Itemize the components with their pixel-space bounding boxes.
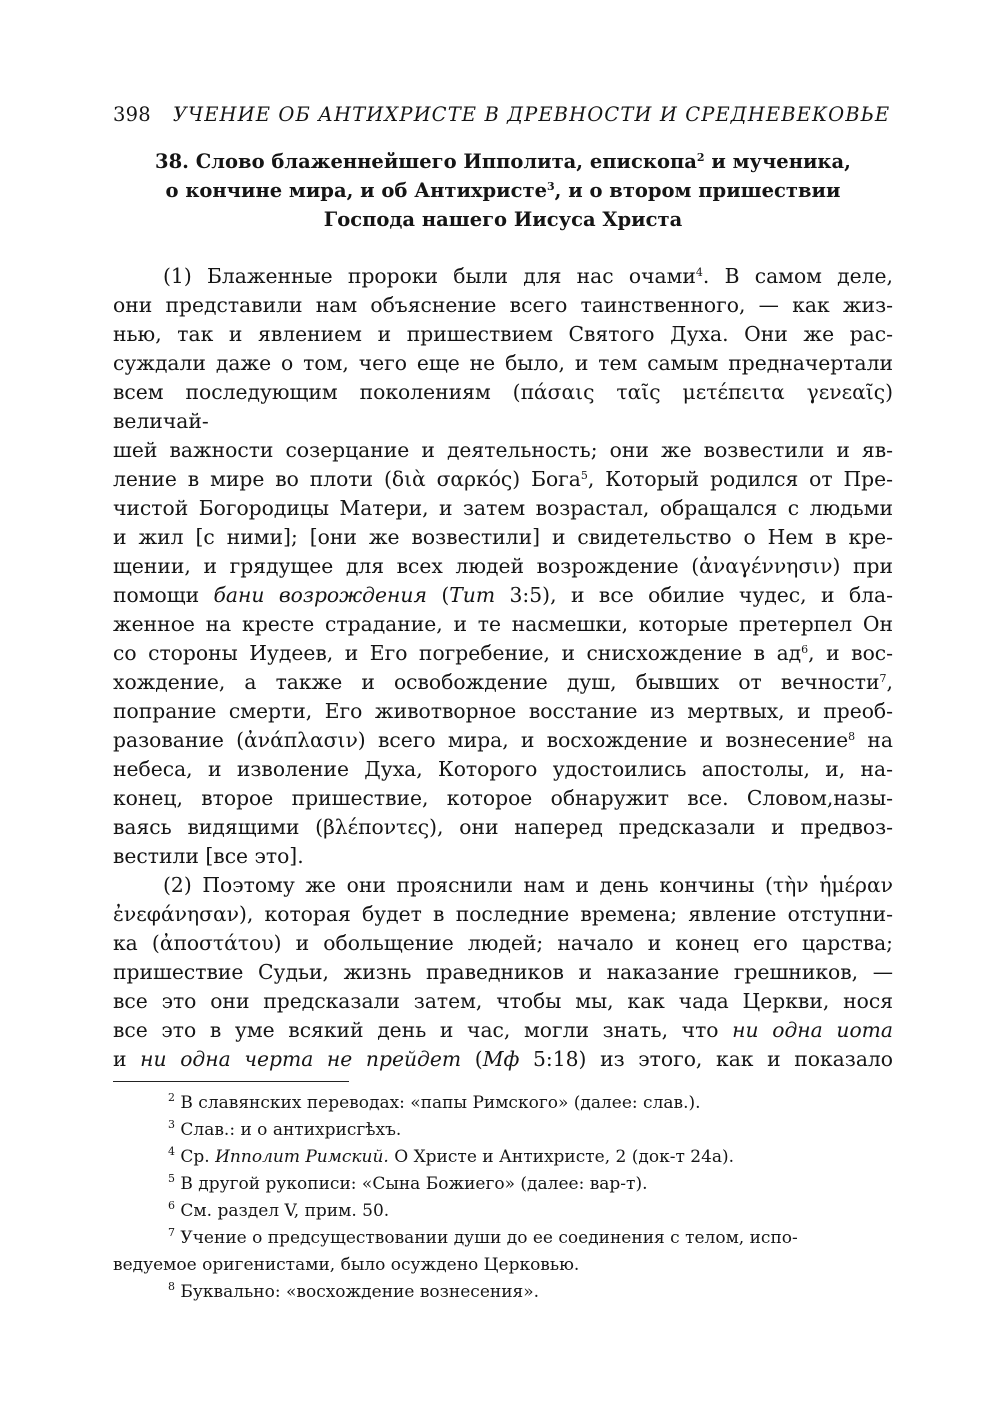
text-line: вестили [все это]. xyxy=(113,844,304,868)
title-text: и мученика, xyxy=(704,150,851,173)
text-line: попрание смерти, Его животворное восстание из мертвых, и преоб- xyxy=(113,699,893,723)
footnote-ref: 7 xyxy=(879,672,887,685)
text-line: ἐνεφάνησαν), которая будет в последние времена; явление отступни- xyxy=(113,902,893,926)
text-line xyxy=(113,668,893,697)
text-line: и жил [с ними]; [они же возвестили] и свидетельство о Нем в кре- xyxy=(113,525,893,549)
footnote-divider xyxy=(113,1081,349,1082)
footnote-line xyxy=(168,1090,893,1117)
text-line: пришествие Судьи, жизнь праведников и наказание грешников, — xyxy=(113,960,893,984)
footnote-line xyxy=(168,1198,893,1225)
footnote-number: 7 xyxy=(168,1226,175,1239)
title-line xyxy=(113,147,893,176)
footnote-number: 4 xyxy=(168,1145,175,1158)
text-line: конец, второе пришествие, которое обнаружит все. Словом,назы- xyxy=(113,786,893,810)
text-run: и xyxy=(113,1047,141,1071)
scripture-quote: ни одна черта не прейдет xyxy=(140,1047,462,1071)
title-text: о кончине мира, и об Антихристе xyxy=(165,179,547,202)
text-run: все это в уме всякий день и час, могли знать, что xyxy=(113,1018,733,1042)
footnote-number: 6 xyxy=(168,1199,175,1212)
text-line: (2) Поэтому же они прояснили нам и день кончины (τὴν ἡμέραν xyxy=(163,873,893,897)
text-line: небеса, и изволение Духа, Которого удостоились апостолы, и, на- xyxy=(113,757,893,781)
text-run: 3:5), и все обилие чудес, и бла- xyxy=(495,583,893,607)
footnote-line xyxy=(168,1117,893,1144)
text-line: щении, и грядущее для всех людей возрождение (ἀναγέννησιν) при xyxy=(113,554,893,578)
text-run: помощи xyxy=(113,583,214,607)
footnote-text: Буквально: «восхождение вознесения». xyxy=(175,1282,540,1302)
footnote xyxy=(113,1090,893,1117)
footnote-line: ведуемое оригенистами, было осуждено Церковью. xyxy=(113,1255,580,1275)
text-line xyxy=(113,465,893,494)
footnote xyxy=(113,1171,893,1198)
paragraph-2 xyxy=(113,871,893,1074)
footnote xyxy=(113,1117,893,1144)
footnote-number: 8 xyxy=(168,1280,175,1293)
footnote-author: Ипполит Римский. xyxy=(215,1147,389,1167)
footnote-ref: 5 xyxy=(580,469,588,482)
footnote-ref: 8 xyxy=(848,730,856,743)
text-line xyxy=(113,639,893,668)
footnotes xyxy=(113,1090,893,1306)
text-run: , xyxy=(886,670,893,694)
body-text xyxy=(113,262,893,1074)
footnote xyxy=(113,1198,893,1225)
footnote-text: Учение о предсуществовании души до ее соединения с телом, испо- xyxy=(175,1228,798,1248)
text-line xyxy=(113,581,893,610)
page-number: 398 xyxy=(113,103,151,126)
text-run: со стороны Иудеев, и Его погребение, и снисхождение в ад xyxy=(113,641,802,665)
footnote-text: О Христе и Антихристе, 2 (док-т 24а). xyxy=(388,1147,735,1167)
text-line xyxy=(113,1045,893,1074)
scripture-ref: Мф xyxy=(482,1047,520,1071)
text-line: шей важности созерцание и деятельность; они же возвестили и яв- xyxy=(113,438,893,462)
text-line xyxy=(113,726,893,755)
footnote-line xyxy=(168,1144,893,1171)
footnote-text: См. раздел V, прим. 50. xyxy=(175,1201,390,1221)
text-run: 5:18) из этого, как и показало xyxy=(519,1047,893,1071)
text-run: хождение, а также и освобождение душ, бывших от вечности xyxy=(113,670,880,694)
text-line: суждали даже о том, чего еще не было, и тем самым предначертали xyxy=(113,351,893,375)
text-line: все это они предсказали затем, чтобы мы, как чада Церкви, нося xyxy=(113,989,893,1013)
footnote-text: Ср. xyxy=(175,1147,216,1167)
section-title xyxy=(113,147,893,234)
text-line: ваясь видящими (βλέποντες), они наперед предсказали и предвоз- xyxy=(113,815,893,839)
text-run: . В самом деле, xyxy=(702,264,893,288)
text-run: ление в мире во плоти (διὰ σαρκός) Бога xyxy=(113,467,581,491)
footnote-line xyxy=(168,1225,893,1252)
text-line: чистой Богородицы Матери, и затем возрастал, обращался с людьми xyxy=(113,496,893,520)
footnote-number: 3 xyxy=(168,1118,175,1131)
text-run: , Который родился от Пре- xyxy=(587,467,893,491)
footnote-number: 2 xyxy=(168,1091,175,1104)
text-line: женное на кресте страдание, и те насмешки, которые претерпел Он xyxy=(113,612,893,636)
footnote xyxy=(113,1144,893,1171)
scripture-quote: ни одна иота xyxy=(732,1018,893,1042)
footnote-text: В другой рукописи: «Сына Божиего» (далее: вар-т). xyxy=(175,1174,648,1194)
scripture-quote: бани возрождения xyxy=(213,583,427,607)
footnote-number: 5 xyxy=(168,1172,175,1185)
footnote xyxy=(113,1225,893,1279)
paragraph-1 xyxy=(113,262,893,871)
text-run: (1) Блаженные пророки были для нас очами xyxy=(163,264,696,288)
text-line: нью, так и явлением и пришествием Святого Духа. Они же рас- xyxy=(113,322,893,346)
footnote-ref: 2 xyxy=(696,151,705,164)
footnote-text: Слав.: и о антихрисгѣхъ. xyxy=(175,1120,402,1140)
text-run: ( xyxy=(461,1047,483,1071)
text-run: на xyxy=(855,728,893,752)
text-line xyxy=(113,1016,893,1045)
text-line: всем последующим поколениям (πάσαις ταῖς μετέπειτα γενεαῖς) величай- xyxy=(113,380,893,433)
title-text: 38. Слово блаженнейшего Ипполита, епископа xyxy=(155,150,697,173)
running-header xyxy=(113,103,893,126)
footnote-line xyxy=(168,1171,893,1198)
text-line: они представили нам объяснение всего таинственного, — как жиз- xyxy=(113,293,893,317)
text-line: ка (ἀποστάτου) и обольщение людей; начало и конец его царства; xyxy=(113,931,893,955)
title-text: , и о втором пришествии xyxy=(554,179,841,202)
title-line: Господа нашего Иисуса Христа xyxy=(323,208,683,231)
footnote-ref: 6 xyxy=(801,643,809,656)
running-title: УЧЕНИЕ ОБ АНТИХРИСТЕ В ДРЕВНОСТИ И СРЕДНЕВЕКОВЬЕ xyxy=(172,103,891,126)
footnote xyxy=(113,1279,893,1306)
text-run: ( xyxy=(426,583,450,607)
title-line xyxy=(113,176,893,205)
footnote-line xyxy=(168,1279,893,1306)
footnote-text: В славянских переводах: «папы Римского» (далее: слав.). xyxy=(175,1093,701,1113)
scripture-ref: Тит xyxy=(449,583,496,607)
text-run: , и вос- xyxy=(808,641,893,665)
footnote-ref: 3 xyxy=(547,180,555,193)
text-line xyxy=(113,262,893,291)
footnote-ref: 4 xyxy=(695,266,703,279)
text-run: разование (ἀνάπλασιν) всего мира, и восхождение и вознесение xyxy=(113,728,849,752)
